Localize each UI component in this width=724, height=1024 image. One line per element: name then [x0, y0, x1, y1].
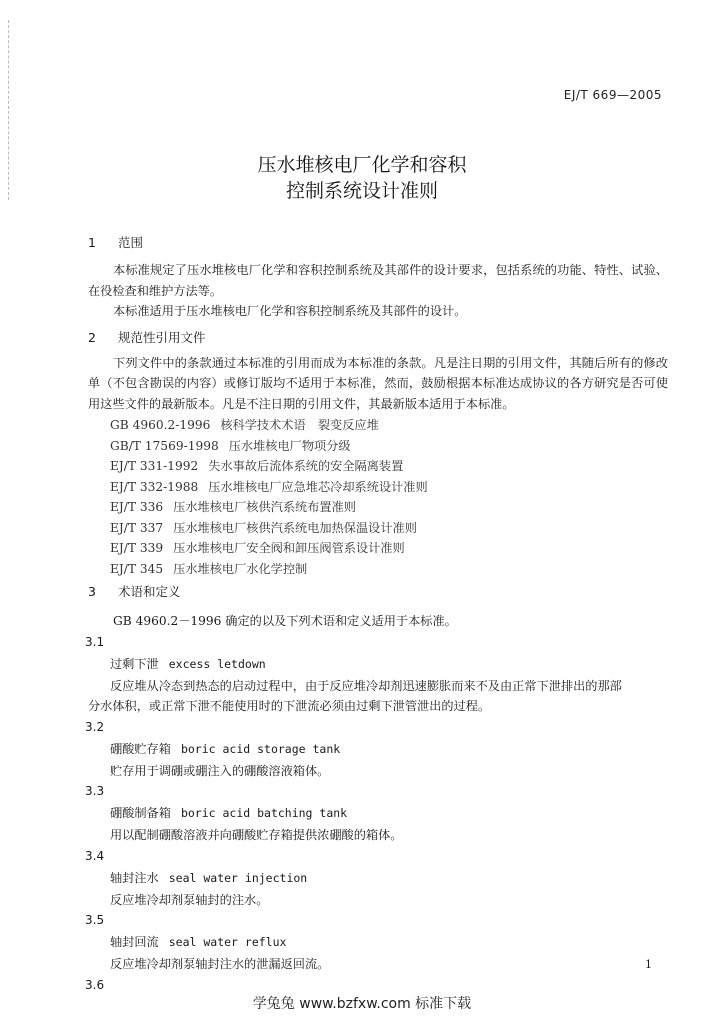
document-title-line-1: 压水堆核电厂化学和容积 [257, 154, 467, 176]
section-heading [88, 582, 668, 603]
term-entry: 硼酸贮存箱 boric acid storage tank [110, 741, 341, 756]
document-body [85, 233, 668, 993]
term-entry: 轴封回流 seal water reflux [110, 935, 287, 949]
footer-watermark: 学兔兔 www.bzfxw.com 标准下载 [252, 996, 472, 1012]
clause-number: 3.5 [85, 913, 105, 927]
term-definition-continued: 分水体积，或正常下泄不能使用时的下泄流必须由过剩下泄管泄出的过程。 [88, 699, 491, 713]
term-entry: 硼酸制备箱 boric acid batching tank [110, 806, 348, 820]
paragraph: 本标准适用于压水堆核电厂化学和容积控制系统及其部件的设计。 [113, 304, 467, 318]
clause-number: 3.6 [85, 977, 105, 992]
reference-item: EJ/T 337 压水堆核电厂核供汽系统电加热保温设计准则 [110, 520, 417, 535]
reference-item: EJ/T 336 压水堆核电厂核供汽系统布置准则 [110, 500, 356, 514]
reference-list [88, 415, 668, 579]
section-number: 3 [88, 584, 96, 599]
section-title: 范围 [118, 235, 144, 250]
paragraph: 本标准规定了压水堆核电厂化学和容积控制系统及其部件的设计要求，包括系统的功能、特性、试验、在役检查和维护方法等。 [88, 263, 668, 298]
section-number: 1 [88, 235, 96, 250]
reference-item: EJ/T 345 压水堆核电厂水化学控制 [110, 561, 308, 576]
section-heading [88, 328, 668, 349]
reference-item: GB 4960.2-1996 核科学技术术语 裂变反应堆 [110, 418, 379, 432]
clause-number: 3.1 [85, 634, 105, 649]
section-title: 规范性引用文件 [118, 329, 206, 345]
paragraph: GB 4960.2－1996 确定的以及下列术语和定义适用于本标准。 [113, 614, 457, 628]
paragraph: 下列文件中的条款通过本标准的引用而成为本标准的条款。凡是注日期的引用文件，其随后所有的修改单（不包含勘误的内容）或修订版均不适用于本标准，然而，鼓励根据本标准达成协议的各方研究是否可使用这些文件的最新版本。凡是不注日期的引用文件，其最新版本适用于本标准。 [88, 355, 668, 411]
clause-number: 3.2 [85, 719, 105, 734]
clause-number: 3.4 [85, 848, 105, 863]
term-entry: 轴封注水 seal water injection [110, 870, 308, 885]
document-title-line-2: 控制系统设计准则 [285, 180, 438, 202]
term-definition: 反应堆冷却剂泵轴封的注水。 [110, 892, 269, 907]
section-title: 术语和定义 [118, 584, 181, 599]
section-heading [88, 233, 668, 254]
page-number: 1 [645, 958, 652, 971]
term-definition: 反应堆冷却剂泵轴封注水的泄漏返回流。 [110, 957, 330, 971]
section-number: 2 [88, 329, 96, 345]
reference-item: GB/T 17569-1998 压水堆核电厂物项分级 [110, 438, 351, 453]
term-entry: 过剩下泄 excess letdown [110, 656, 266, 671]
reference-item: EJ/T 339 压水堆核电厂安全阀和卸压阀管系设计准则 [110, 541, 405, 555]
term-definition: 反应堆从冷态到热态的启动过程中，由于反应堆冷却剂迅速膨胀而来不及由正常下泄排出的那部 [110, 678, 622, 693]
standard-code: EJ/T 669—2005 [563, 88, 662, 102]
clause-number: 3.3 [85, 784, 105, 798]
term-list [85, 632, 668, 993]
term-definition: 用以配制硼酸溶液并向硼酸贮存箱提供浓硼酸的箱体。 [110, 828, 403, 842]
reference-item: EJ/T 331-1992 失水事故后流体系统的安全隔离装置 [110, 459, 404, 473]
term-definition: 贮存用于调硼或硼注入的硼酸溶液箱体。 [110, 763, 330, 778]
reference-item: EJ/T 332-1988 压水堆核电厂应急堆芯冷却系统设计准则 [110, 479, 428, 494]
